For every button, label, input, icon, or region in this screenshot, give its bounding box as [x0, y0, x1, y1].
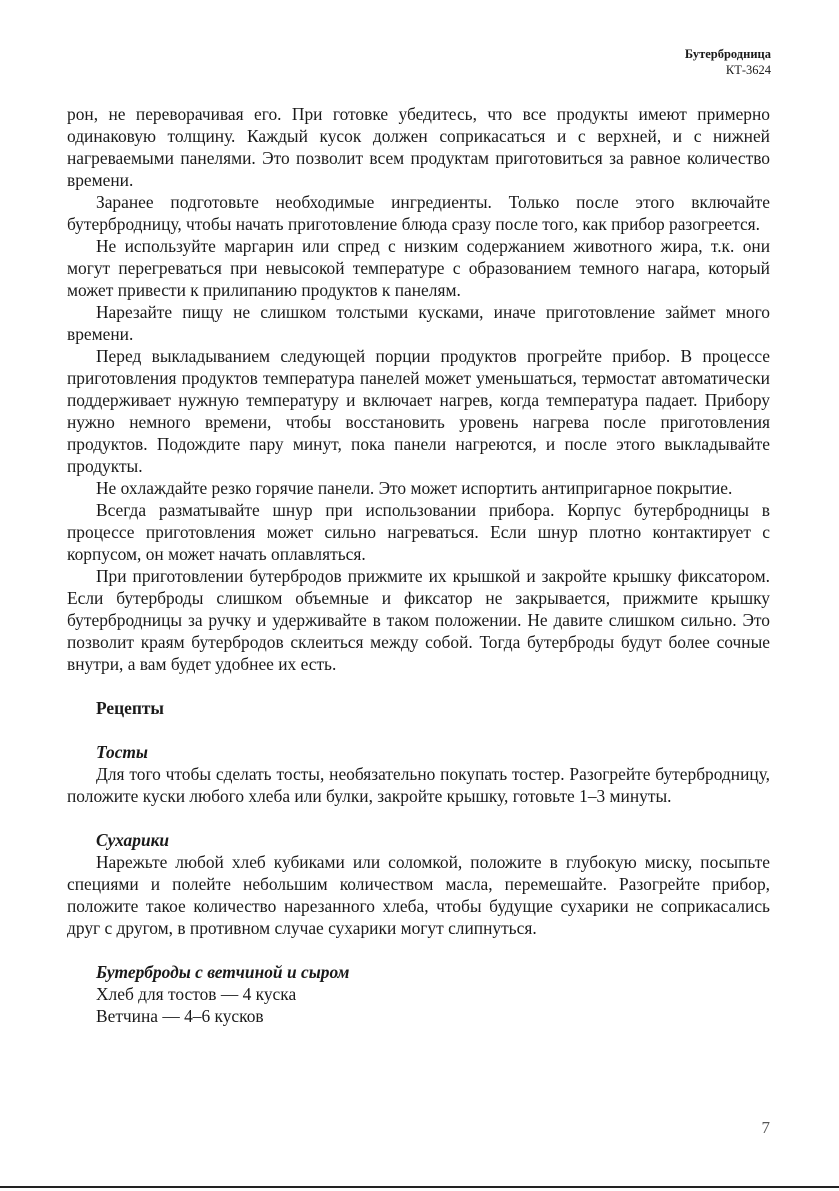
recipes-heading: Рецепты [96, 698, 164, 718]
ingredient-item: Ветчина — 4–6 кусков [96, 1006, 264, 1026]
recipe-text-croutons: Нарежьте любой хлеб кубиками или соломкой, положите в глубокую миску, посыпьте специями и полейте небольшим количеством масла, перемешайте. Разогрейте прибор, положите такое количество нарезанного хлеба, чтобы будущие сухарики не соприкасались друг с другом, в противном случае сухарики могут слипнуться. [67, 852, 770, 938]
recipe-text-toasts: Для того чтобы сделать тосты, необязательно покупать тостер. Разогрейте бутербродницу, положите куски любого хлеба или булки, закройте крышку, готовьте 1–3 минуты. [67, 764, 770, 806]
paragraph: Нарезайте пищу не слишком толстыми кусками, иначе приготовление займет много времени. [67, 302, 770, 344]
product-title: Бутербродница [684, 47, 771, 61]
paragraph: Не используйте маргарин или спред с низким содержанием животного жира, т.к. они могут перегреваться при невысокой температуре с образованием темного нагара, который может привести к прилипанию продуктов к панелям. [67, 236, 770, 300]
product-model: КТ-3624 [725, 63, 771, 77]
recipe-title-ham-cheese: Бутерброды с ветчиной и сыром [96, 962, 350, 982]
page-header [685, 46, 771, 78]
page-content [67, 103, 770, 1027]
paragraph: При приготовлении бутербродов прижмите их крышкой и закройте крышку фиксатором. Если бутерброды слишком объемные и фиксатор не закрывается, прижмите крышку бутербродницы за ручку и удерживайте в таком положении. Не давите слишком сильно. Это позволит краям бутербродов склеиться между собой. Тогда бутерброды будут более сочные внутри, а вам будет удобнее их есть. [67, 566, 770, 674]
recipe-title-croutons: Сухарики [96, 830, 170, 850]
ingredient-item: Хлеб для тостов — 4 куска [96, 984, 297, 1004]
page-bottom-divider [0, 1186, 839, 1188]
paragraph: Не охлаждайте резко горячие панели. Это может испортить антипригарное покрытие. [96, 478, 733, 498]
recipe-title-toasts: Тосты [96, 742, 149, 762]
paragraph: Всегда разматывайте шнур при использовании прибора. Корпус бутербродницы в процессе приготовления может сильно нагреваться. Если шнур плотно контактирует с корпусом, он может начать оплавляться. [67, 500, 770, 564]
page-number: 7 [761, 1118, 770, 1137]
paragraph: Перед выкладыванием следующей порции продуктов прогрейте прибор. В процессе приготовления продуктов температура панелей может уменьшаться, термостат автоматически поддерживает нужную температуру и включает нагрев, когда температура падает. Прибору нужно немного времени, чтобы восстановить уровень нагрева после приготовления продуктов. Подождите пару минут, пока панели нагреются, и после этого выкладывайте продукты. [67, 346, 770, 476]
paragraph: рон, не переворачивая его. При готовке убедитесь, что все продукты имеют примерно одинаковую толщину. Каждый кусок должен соприкасаться и с верхней, и с нижней нагреваемыми панелями. Это позволит всем продуктам приготовиться за равное количество времени. [67, 104, 770, 190]
paragraph: Заранее подготовьте необходимые ингредиенты. Только после этого включайте бутербродницу, чтобы начать приготовление блюда сразу после того, как прибор разогреется. [67, 192, 770, 234]
